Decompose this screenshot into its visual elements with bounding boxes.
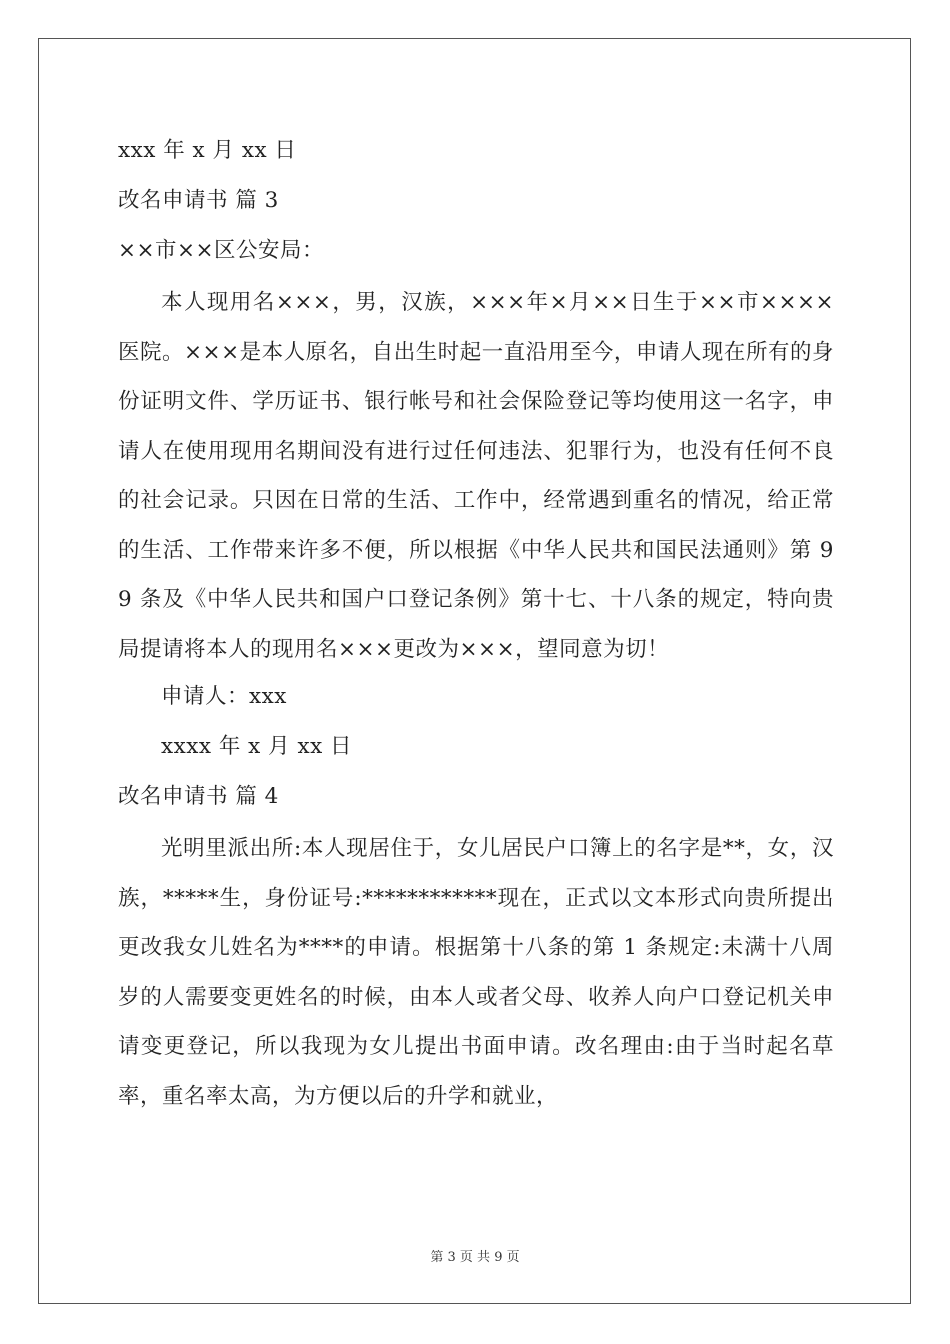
date-line: xxx 年 x 月 xx 日 — [118, 138, 297, 163]
document-body — [118, 128, 834, 1121]
applicant-line: 申请人：xxx — [161, 684, 287, 709]
addressee-line: ××市××区公安局： — [118, 238, 325, 263]
page-footer: 第 3 页 共 9 页 — [430, 1250, 520, 1265]
body-paragraph-4: 光明里派出所:本人现居住于，女儿居民户口簿上的名字是**，女，汉族，*****生，身份证号:************现在，正式以文本形式向贵所提出更改我女儿姓名为****的申请。根据第十八条的第 1 条规定:未满十八周岁的人需要变更姓名的时候，由本人或者父母、收养人向户口登记机关申请变更登记，所以我现为女儿提出书面申请。改名理由:由于当时起名草率，重名率太高，为方便以后的升学和就业， — [118, 836, 834, 1109]
section-heading-3: 改名申请书 篇 3 — [118, 188, 279, 213]
body-paragraph-3: 本人现用名×××，男，汉族，×××年×月××日生于××市××××医院。×××是本人原名，自出生时起一直沿用至今，申请人现在所有的身份证明文件、学历证书、银行帐号和社会保险登记等均使用这一名字，申请人在使用现用名期间没有进行过任何违法、犯罪行为，也没有任何不良的社会记录。只因在日常的生活、工作中，经常遇到重名的情况，给正常的生活、工作带来许多不便，所以根据《中华人民共和国民法通则》第 99 条及《中华人民共和国户口登记条例》第十七、十八条的规定，特向贵局提请将本人的现用名×××更改为×××，望同意为切！ — [118, 290, 834, 662]
section-heading-4: 改名申请书 篇 4 — [118, 784, 279, 809]
signature-date-line: xxxx 年 x 月 xx 日 — [161, 734, 353, 759]
